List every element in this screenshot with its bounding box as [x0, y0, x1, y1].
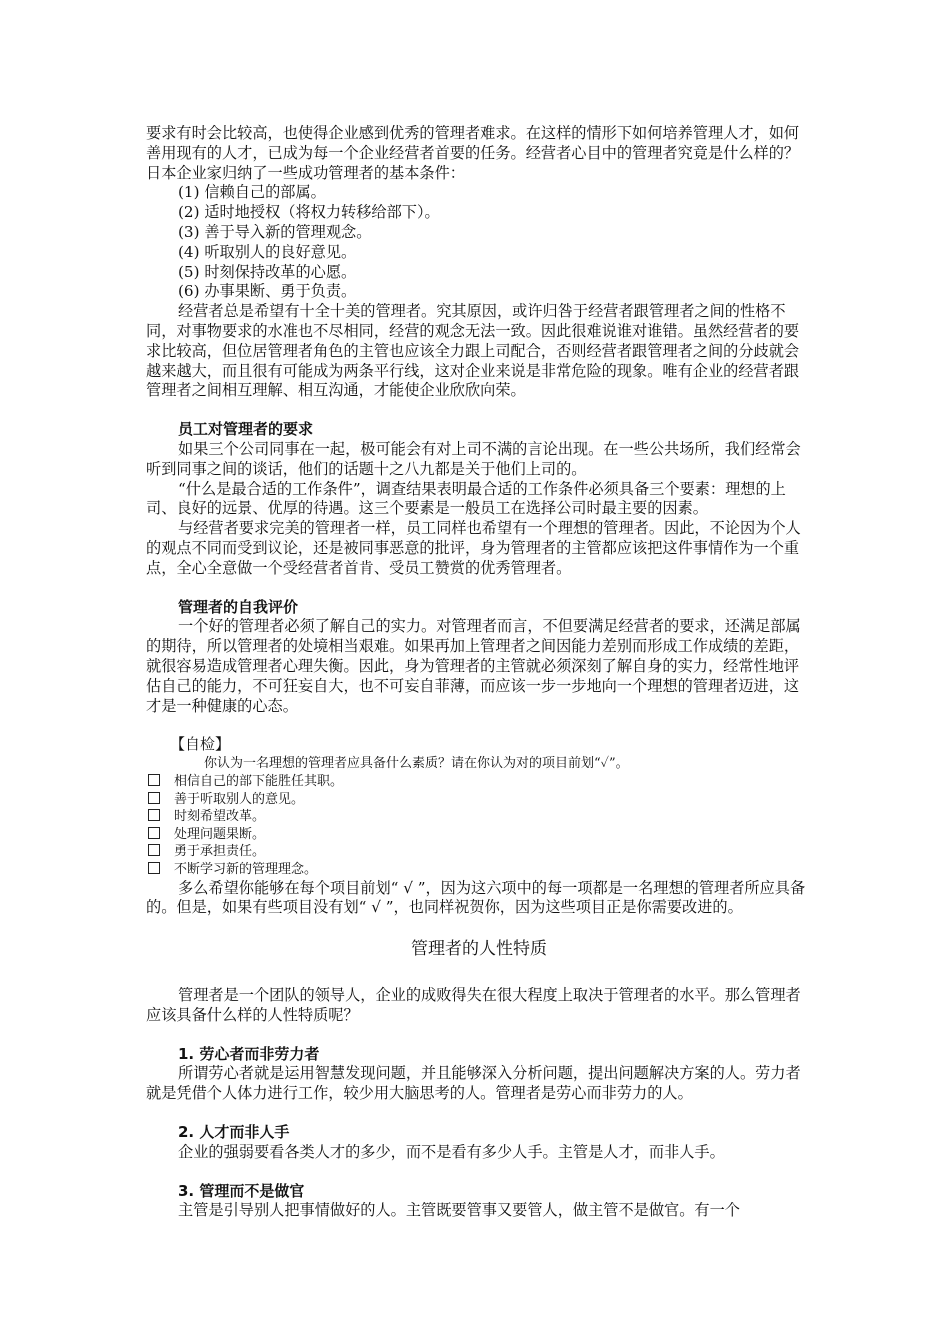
self-check-title: 【自检】 [170, 735, 231, 754]
condition-item: (3) 善于导入新的管理观念。 [178, 222, 372, 241]
trait-heading-3: 3. 管理而不是做官 [178, 1181, 305, 1200]
condition-item: (2) 适时地授权（将权力转移给部下）。 [178, 203, 440, 222]
self-eval-paragraph: 一个好的管理者必须了解自己的实力。对管理者而言，不但要满足经营者的要求，还满足部属的期待，所以管理者的处境相当艰难。如果再加上管理者之间因能力差别而形成工作成绩的差距，就很容易造成管理者心理失衡。因此，身为管理者的主管就必须深刻了解自身的实力，经常性地评估自己的能力，不可狂妄自大，也不可妄自菲薄，而应该一步一步地向一个理想的管理者迈进，这才是一种健康的心态。 [146, 617, 801, 715]
trait-text-3: 主管是引导别人把事情做好的人。主管既要管事又要管人，做主管不是做官。有一个 [178, 1201, 740, 1220]
checkbox-icon[interactable] [148, 809, 160, 821]
self-eval-heading: 管理者的自我评价 [178, 597, 299, 616]
checklist-item[interactable] [146, 808, 812, 826]
trait-heading-2: 2. 人才而非人手 [178, 1123, 290, 1142]
checklist-item[interactable] [146, 773, 812, 791]
checklist-item-label: 不断学习新的管理理念。 [174, 862, 318, 878]
intro-closing-paragraph: 经营者总是希望有十全十美的管理者。究其原因，或许归咎于经营者跟管理者之间的性格不同，对事物要求的水准也不尽相同，经营的观念无法一致。因此很难说谁对谁错。虽然经营者的要求比较高，但位居管理者角色的主管也应该全力跟上司配合，否则经营者跟管理者之间的分歧就会越来越大，而且很有可能成为两条平行线，这对企业来说是非常危险的现象。唯有企业的经营者跟管理者之间相互理解、相互沟通，才能使企业欣欣向荣。 [146, 302, 800, 400]
checklist-item-label: 相信自己的部下能胜任其职。 [174, 774, 344, 790]
condition-item: (5) 时刻保持改革的心愿。 [178, 262, 357, 281]
checklist-item[interactable] [146, 843, 812, 861]
condition-item: (1) 信赖自己的部属。 [178, 183, 326, 202]
document-page [146, 124, 812, 1221]
trait-text-1: 所谓劳心者就是运用智慧发现问题，并且能够深入分析问题，提出问题解决方案的人。劳力者就是凭借个人体力进行工作，较少用大脑思考的人。管理者是劳心而非劳力的人。 [146, 1064, 801, 1103]
checklist-item-label: 勇于承担责任。 [174, 844, 266, 860]
condition-item: (6) 办事果断、勇于负责。 [178, 282, 357, 301]
traits-section-title: 管理者的人性特质 [411, 939, 547, 960]
checkbox-icon[interactable] [148, 862, 160, 874]
checklist-item-label: 处理问题果断。 [174, 826, 266, 842]
checklist-item[interactable] [146, 791, 812, 809]
employee-paragraph-3: 与经营者要求完美的管理者一样，员工同样也希望有一个理想的管理者。因此，不论因为个人的观点不同而受到议论，还是被同事恶意的批评，身为管理者的主管都应该把这件事情作为一个重点，全心全意做一个受经营者首肯、受员工赞赏的优秀管理者。 [146, 519, 801, 577]
checklist-item-label: 时刻希望改革。 [174, 809, 266, 825]
checkbox-icon[interactable] [148, 844, 160, 856]
trait-text-2: 企业的强弱要看各类人才的多少，而不是看有多少人手。主管是人才，而非人手。 [178, 1142, 725, 1161]
traits-intro-paragraph: 管理者是一个团队的领导人，企业的成败得失在很大程度上取决于管理者的水平。那么管理者应该具备什么样的人性特质呢？ [146, 986, 801, 1024]
condition-item: (4) 听取别人的良好意见。 [178, 242, 357, 261]
checkbox-icon[interactable] [148, 827, 160, 839]
employee-section-heading: 员工对管理者的要求 [178, 420, 314, 439]
checklist-item[interactable] [146, 826, 812, 844]
self-check-prompt: 你认为一名理想的管理者应具备什么素质？请在你认为对的项目前划“✓”。 [204, 756, 629, 772]
checkbox-icon[interactable] [148, 792, 160, 804]
checkbox-icon[interactable] [148, 774, 160, 786]
checklist-item[interactable] [146, 861, 812, 879]
checklist-item-label: 善于听取别人的意见。 [174, 791, 305, 807]
employee-paragraph-2: “什么是最合适的工作条件”，调查结果表明最合适的工作条件必须具备三个要素：理想的上司、良好的远景、优厚的待遇。这三个要素是一般员工在选择公司时最主要的因素。 [146, 479, 786, 518]
intro-paragraph: 要求有时会比较高，也使得企业感到优秀的管理者难求。在这样的情形下如何培养管理人才，如何善用现有的人才，已成为每一个企业经营者首要的任务。经营者心目中的管理者究竟是什么样的？日本企业家归纳了一些成功管理者的基本条件： [146, 124, 800, 182]
employee-paragraph-1: 如果三个公司同事在一起，极可能会有对上司不满的言论出现。在一些公共场所，我们经常会听到同事之间的谈话，他们的话题十之八九都是关于他们上司的。 [146, 439, 801, 478]
trait-heading-1: 1. 劳心者而非劳力者 [178, 1044, 320, 1063]
self-check-conclusion: 多么希望你能够在每个项目前划“ √ ”，因为这六项中的每一项都是一名理想的管理者所应具备的。但是，如果有些项目没有划“ √ ”，也同样祝贺你，因为这些项目正是你需要改进的。 [146, 878, 806, 917]
